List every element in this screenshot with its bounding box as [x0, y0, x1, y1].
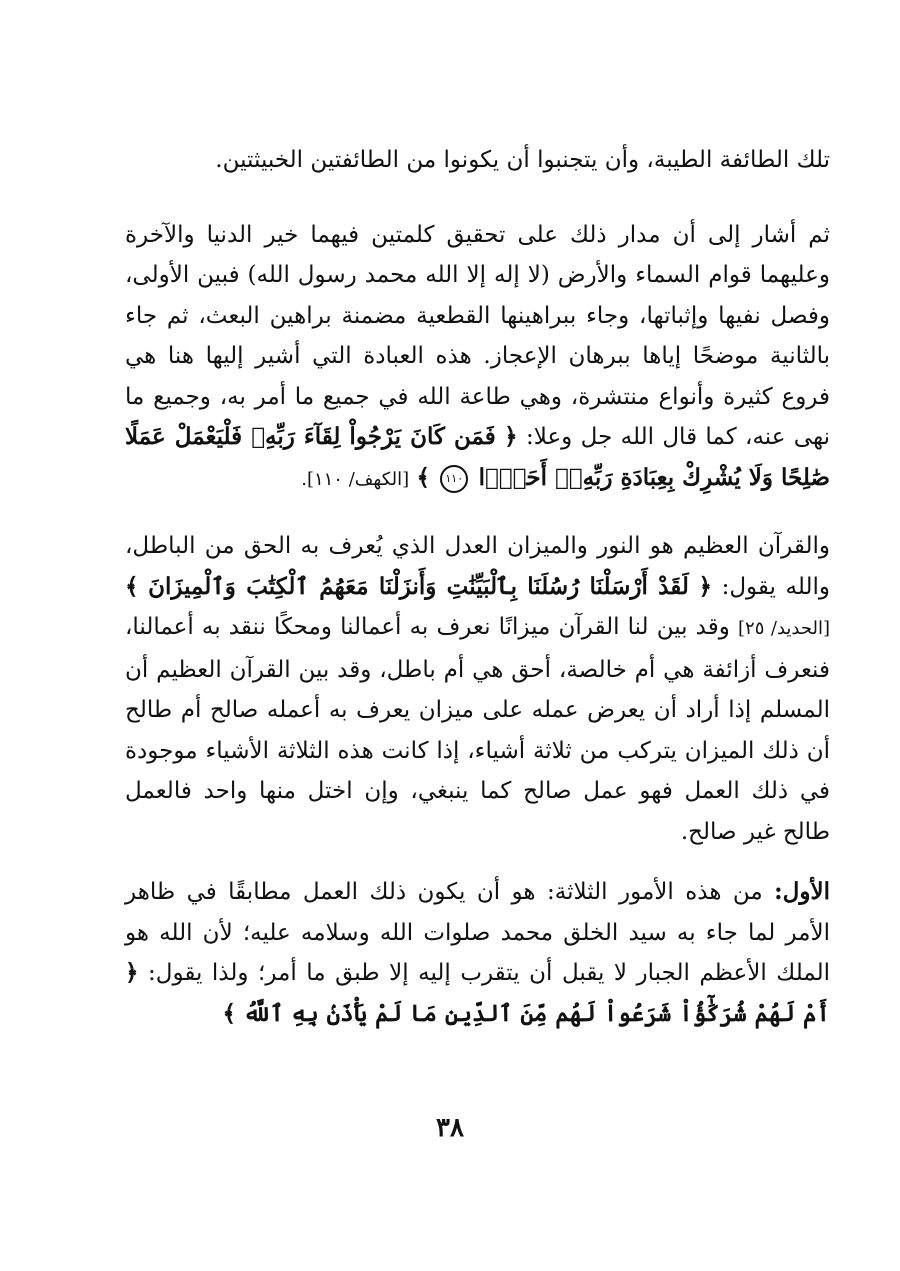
paragraph-3: [125, 526, 830, 852]
page-number: ٣٨: [436, 1113, 464, 1143]
page-body: [125, 140, 830, 1034]
verse-open-bracket: ﴿: [698, 572, 712, 600]
verse-close-bracket: ﴾: [416, 463, 430, 491]
quran-verse-shura: أَمْ لَهُمْ شُرَكَٰٓؤُاْ شَرَعُواْ لَهُم مِّنَ ٱلدِّينِ مَا لَمْ يَأْذَنۢ بِهِ ٱللَّهُ: [243, 999, 830, 1027]
paragraph-2: [125, 215, 830, 501]
paragraph-4: [125, 872, 830, 1034]
ayah-number-badge: ١١٠: [440, 465, 468, 493]
paragraph-3-text-after: وقد بين لنا القرآن ميزانًا نعرف به أعمالنا ومحكًا ننقد به أعمالنا، فنعرف أزائفة هي أم خالصة، أحق هي أم باطل، وقد بين القرآن العظيم أن المسلم إذا أراد أن يعرض عمله على ميزان يعرف به أعمله صالح أم طالح أن ذلك الميزان يتركب من ثلاثة أشياء، إذا كانت هذه الثلاثة الأشياء موجودة في ذلك العمل فهو عمل صالح كما ينبغي، وإن اختل منها واحد فالعمل طالح غير صالح.: [125, 614, 830, 845]
verse-close-bracket: ﴾: [125, 572, 139, 600]
verse-close-bracket: ﴾: [222, 999, 236, 1027]
paragraph-2-text: ثم أشار إلى أن مدار ذلك على تحقيق كلمتين فيهما خير الدنيا والآخرة وعليهما قوام السماء والأرض (لا إله إلا الله محمد رسول الله) فبين الأولى، وفصل نفيها وإثباتها، وجاء ببراهينها القطعية مضمنة براهين البعث، ثم جاء بالثانية موضحًا إياها ببرهان الإعجاز. هذه العبادة التي أشير إليها هنا هي فروع كثيرة وأنواع منتشرة، وهي طاعة الله في جميع ما أمر به، وجميع ما نهى عنه، كما قال الله جل وعلا:: [125, 221, 830, 450]
verse-open-bracket: ﴿: [125, 959, 139, 986]
verse-open-bracket: ﴿: [504, 423, 518, 450]
paragraph-1: [125, 140, 830, 181]
verse-reference-hadid: [الحديد/ ٢٥]: [738, 618, 831, 639]
paragraph-4-lead: الأول:: [774, 878, 830, 905]
verse-reference-kahf: [الكهف/ ١١٠].: [301, 468, 410, 490]
quran-verse-kahf: فَمَن كَانَ يَرْجُواْ لِقَآءَ رَبِّهِۦ فَلْيَعْمَلْ عَمَلًا صَٰلِحًا وَلَا يُشْرِكْ بِعِبَادَةِ رَبِّهِۦٓ أَحَدَۢا: [125, 423, 830, 491]
paragraph-3-text-before: والقرآن العظيم هو النور والميزان العدل الذي يُعرف به الحق من الباطل، والله يقول:: [125, 533, 831, 600]
quran-verse-hadid: لَقَدْ أَرْسَلْنَا رُسُلَنَا بِٱلْبَيِّنَٰتِ وَأَنزَلْنَا مَعَهُمُ ٱلْكِتَٰبَ وَٱلْمِيزَانَ: [148, 572, 689, 600]
paragraph-4-text: من هذه الأمور الثلاثة: هو أن يكون ذلك العمل مطابقًا في ظاهر الأمر لما جاء به سيد الخلق محمد صلوات الله وسلامه عليه؛ لأن الله هو الملك الأعظم الجبار لا يقبل أن يتقرب إليه إلا طبق ما أمر؛ ولذا يقول:: [125, 879, 830, 986]
paragraph-1-text: تلك الطائفة الطيبة، وأن يتجنبوا أن يكونوا من الطائفتين الخبيثتين.: [215, 147, 830, 173]
